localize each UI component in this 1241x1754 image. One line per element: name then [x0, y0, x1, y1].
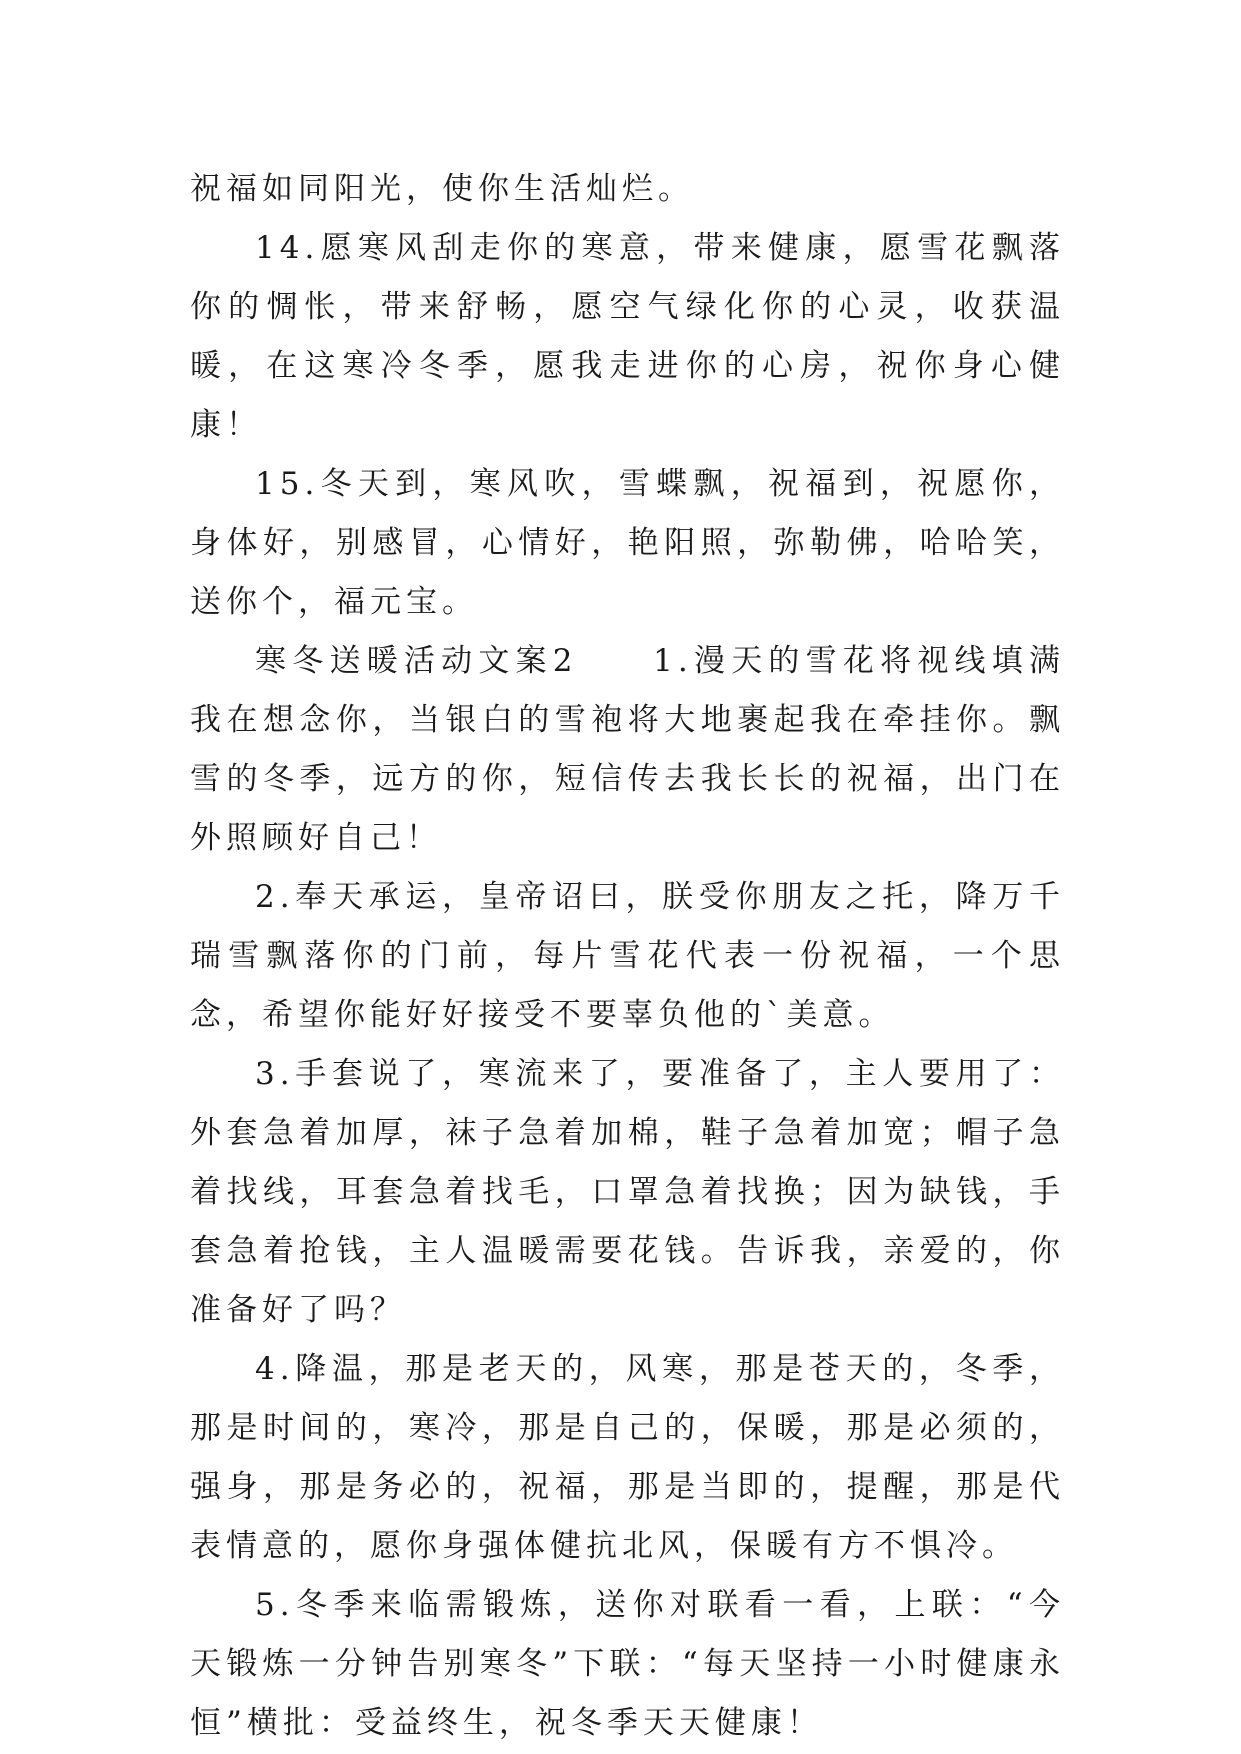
paragraph-item-2: 2.奉天承运，皇帝诏曰，朕受你朋友之托，降万千瑞雪飘落你的门前，每片雪花代表一份祝福，一个思念，希望你能好好接受不要辜负他的`美意。 [190, 879, 1065, 1033]
body-text [190, 160, 1065, 1753]
paragraph-section-2-item-1: 寒冬送暖活动文案2 1.漫天的雪花将视线填满我在想念你，当银白的雪袍将大地裹起我在牵挂你。飘雪的冬季，远方的你，短信传去我长长的祝福，出门在外照顾好自己！ [190, 643, 1065, 856]
paragraph-15: 15.冬天到，寒风吹，雪蝶飘，祝福到，祝愿你，身体好，别感冒，心情好，艳阳照，弥勒佛，哈哈笑，送你个，福元宝。 [190, 466, 1065, 620]
paragraph-0: 祝福如同阳光，使你生活灿烂。 [190, 171, 694, 207]
paragraph-item-3: 3.手套说了，寒流来了，要准备了，主人要用了：外套急着加厚，袜子急着加棉，鞋子急着加宽；帽子急着找线，耳套急着找毛，口罩急着找换；因为缺钱，手套急着抢钱，主人温暖需要花钱。告诉我，亲爱的，你准备好了吗？ [190, 1056, 1065, 1328]
paragraph-14: 14.愿寒风刮走你的寒意，带来健康，愿雪花飘落你的惆怅，带来舒畅，愿空气绿化你的心灵，收获温暖，在这寒冷冬季，愿我走进你的心房，祝你身心健康！ [190, 230, 1065, 443]
paragraph-item-5: 5.冬季来临需锻炼，送你对联看一看，上联：“今天锻炼一分钟告别寒冬”下联：“每天坚持一小时健康永恒”横批：受益终生，祝冬季天天健康！ [190, 1587, 1065, 1741]
paragraph-item-4: 4.降温，那是老天的，风寒，那是苍天的，冬季，那是时间的，寒冷，那是自己的，保暖，那是必须的，强身，那是务必的，祝福，那是当即的，提醒，那是代表情意的，愿你身强体健抗北风，保暖有方不惧冷。 [190, 1351, 1065, 1564]
